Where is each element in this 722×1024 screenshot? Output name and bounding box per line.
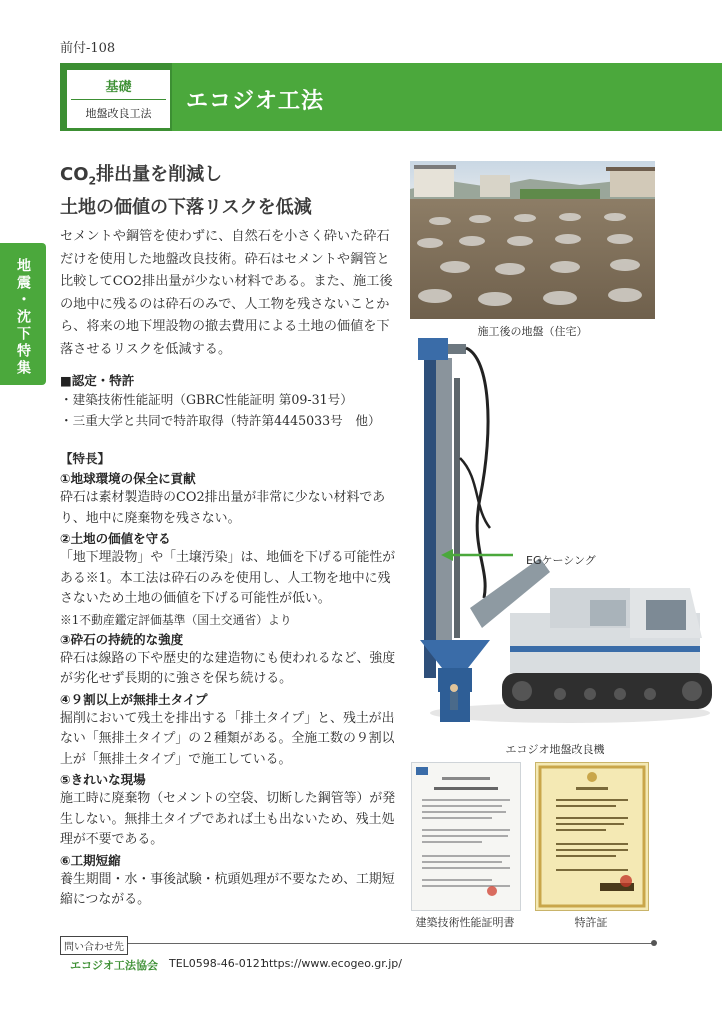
headline-co: CO — [60, 164, 89, 185]
header-divider — [71, 99, 166, 100]
eg-casing-arrow-icon — [441, 548, 513, 562]
page-title: エコジオ工法 — [186, 89, 325, 114]
feature-heading: ④９割以上が無排土タイプ — [60, 691, 208, 707]
headline — [60, 162, 312, 221]
feature-body: 砕石は素材製造時のCO2排出量が非常に少ない材料であり、地中に廃棄物を残さない。 — [60, 490, 386, 526]
intro-paragraph: セメントや鋼管を使わずに、自然石を小さく砕いた砕石だけを使用した地盤改良技術。砕石はセメントや鋼管と比較してCO2排出量が少ない材料である。また、施工後の地中に残るのは砕石のみで、人工物を残さないことから、将来の地下埋設物の撤去費用による土地の価値を下落させるリスクを低減する。 — [60, 229, 393, 357]
ground-photo — [410, 161, 655, 319]
features-list — [60, 469, 396, 911]
performance-certificate-caption: 建築技術性能証明書 — [415, 916, 515, 929]
eg-casing-label: EGケーシング — [526, 554, 596, 567]
feature-footnote: ※1不動産鑑定評価基準（国土交通省）より — [60, 612, 292, 627]
feature-heading: ①地球環境の保全に貢献 — [60, 471, 196, 486]
patent-certificate-caption: 特許証 — [574, 916, 608, 929]
headline-line1: 排出量を削減し — [96, 164, 223, 185]
features-title: 【特長】 — [60, 451, 111, 466]
certification-item: ・建築技術性能証明（GBRC性能証明 第09-31号） — [60, 392, 353, 407]
header-category: 基礎 — [105, 80, 132, 95]
contact-website-link[interactable]: https://www.ecogeo.gr.jp/ — [262, 957, 402, 970]
feature-body: 砕石は線路の下や歴史的な建造物にも使われるなど、強度が劣化せず長期的に強さを保ち続ける。 — [60, 650, 396, 686]
patent-certificate-image — [535, 762, 649, 911]
headline-subscript: 2 — [88, 174, 97, 188]
machine-caption: エコジオ地盤改良機 — [505, 743, 605, 756]
ground-photo-caption: 施工後の地盤（住宅） — [477, 325, 588, 338]
page-number: 前付-108 — [60, 41, 116, 56]
side-tab-label: 地震・沈下特集 — [15, 258, 31, 377]
feature-heading: ③砕石の持続的な強度 — [60, 631, 184, 647]
contact-divider-end-icon — [651, 940, 657, 946]
certification-list — [60, 390, 400, 431]
machine-photo — [410, 338, 720, 736]
feature-body: 「地下埋設物」や「土壌汚染」は、地価を下げる可能性がある※1。本工法は砕石のみを使用し、人工物を地中に残さないため土地の価値を下げる可能性が低い。 — [60, 550, 396, 606]
feature-heading: ⑥工期短縮 — [60, 852, 121, 868]
feature-body: 養生期間・水・事後試験・杭頭処理が不要なため、工期短縮につながる。 — [60, 871, 395, 907]
performance-certificate-image — [411, 762, 521, 911]
feature-body: 施工時に廃棄物（セメントの空袋、切断した鋼管等）が発生しない。無排土タイプであれば土も出ないため、残土処理が不要である。 — [60, 791, 396, 847]
feature-body: 掘削において残土を排出する「排土タイプ」と、残土が出ない「無排土タイプ」の２種類がある。全施工数の９割以上が「無排土タイプ」で施工している。 — [60, 710, 395, 767]
contact-divider — [60, 943, 654, 944]
certification-item: ・三重大学と共同で特許取得（特許第4445033号 他） — [60, 412, 381, 428]
contact-phone: TEL0598-46-0121 — [169, 957, 267, 970]
feature-heading: ⑤きれいな現場 — [60, 772, 146, 787]
contact-organization: エコジオ工法協会 — [70, 959, 158, 972]
headline-line2: 土地の価値の下落リスクを低減 — [60, 196, 312, 218]
header-subcategory: 地盤改良工法 — [85, 107, 152, 120]
certification-title: ■認定・特許 — [60, 373, 135, 388]
contact-label: 問い合わせ先 — [60, 936, 128, 955]
feature-heading: ②土地の価値を守る — [60, 531, 171, 546]
